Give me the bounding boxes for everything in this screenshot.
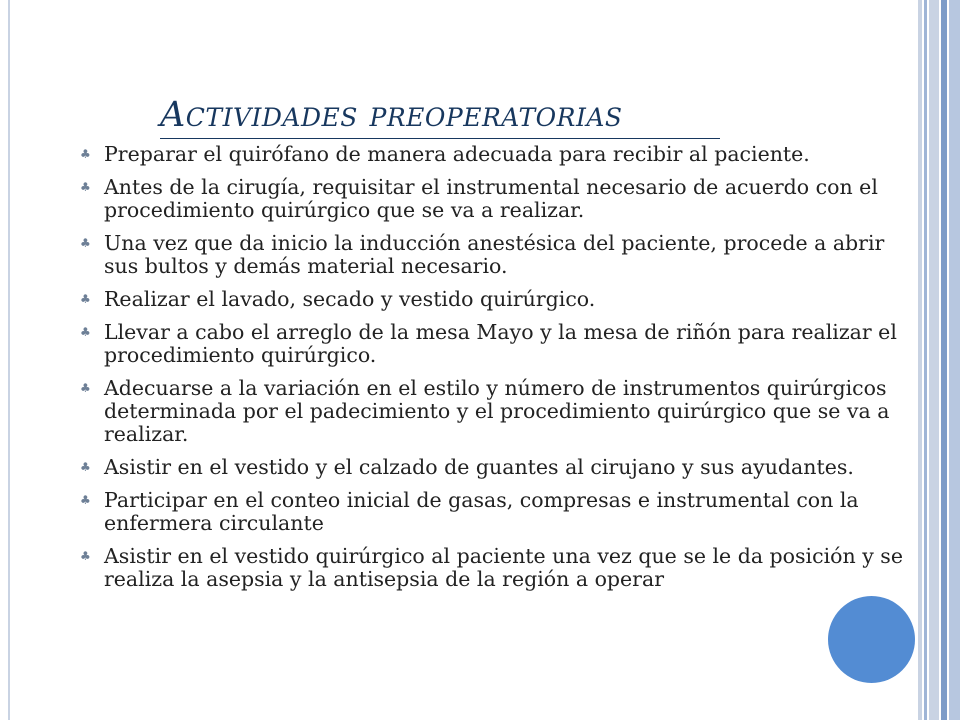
bullet-text: Una vez que da inicio la inducción anestésica del paciente, procede a abrir sus bultos y demás material necesario. — [104, 231, 885, 278]
stripe — [918, 0, 922, 720]
bullet-text: Antes de la cirugía, requisitar el instrumental necesario de acuerdo con el procedimiento quirúrgico que se va a realizar. — [104, 175, 878, 222]
bullet-item — [78, 176, 918, 222]
left-frame-line — [8, 0, 10, 720]
club-suit-icon: ♣ — [80, 460, 91, 474]
club-suit-icon: ♣ — [80, 381, 91, 395]
bullet-text: Llevar a cabo el arreglo de la mesa Mayo y la mesa de riñón para realizar el procedimiento quirúrgico. — [104, 320, 897, 367]
club-suit-icon: ♣ — [80, 236, 91, 250]
club-suit-icon: ♣ — [80, 292, 91, 306]
bullet-text: Preparar el quirófano de manera adecuada para recibir al paciente. — [104, 142, 810, 166]
club-suit-icon: ♣ — [80, 180, 91, 194]
stripe — [924, 0, 927, 720]
bullet-item — [78, 232, 918, 278]
title-underline — [160, 138, 720, 139]
bullet-text: Asistir en el vestido y el calzado de guantes al cirujano y sus ayudantes. — [104, 455, 854, 479]
bullet-text: Participar en el conteo inicial de gasas, compresas e instrumental con la enfermera circulante — [104, 488, 859, 535]
decorative-circle — [828, 596, 915, 683]
bullet-item — [78, 143, 918, 166]
bullet-item — [78, 456, 918, 479]
stripe — [929, 0, 939, 720]
bullet-item — [78, 489, 918, 535]
stripe — [949, 0, 960, 720]
club-suit-icon: ♣ — [80, 493, 91, 507]
club-suit-icon: ♣ — [80, 549, 91, 563]
club-suit-icon: ♣ — [80, 147, 91, 161]
bullet-item — [78, 288, 918, 311]
slide-title: Actividades preoperatorias — [160, 95, 623, 135]
bullet-item — [78, 545, 918, 591]
bullet-text: Asistir en el vestido quirúrgico al paciente una vez que se le da posición y se realiza la asepsia y la antisepsia de la región a operar — [104, 544, 903, 591]
bullet-item — [78, 377, 918, 446]
stripe — [941, 0, 947, 720]
bullet-item — [78, 321, 918, 367]
bullet-text: Realizar el lavado, secado y vestido quirúrgico. — [104, 287, 596, 311]
bullet-list — [78, 143, 918, 601]
bullet-text: Adecuarse a la variación en el estilo y número de instrumentos quirúrgicos determinada por el padecimiento y el procedimiento quirúrgico que se va a realizar. — [104, 376, 890, 446]
right-decorative-stripes — [918, 0, 960, 720]
club-suit-icon: ♣ — [80, 325, 91, 339]
